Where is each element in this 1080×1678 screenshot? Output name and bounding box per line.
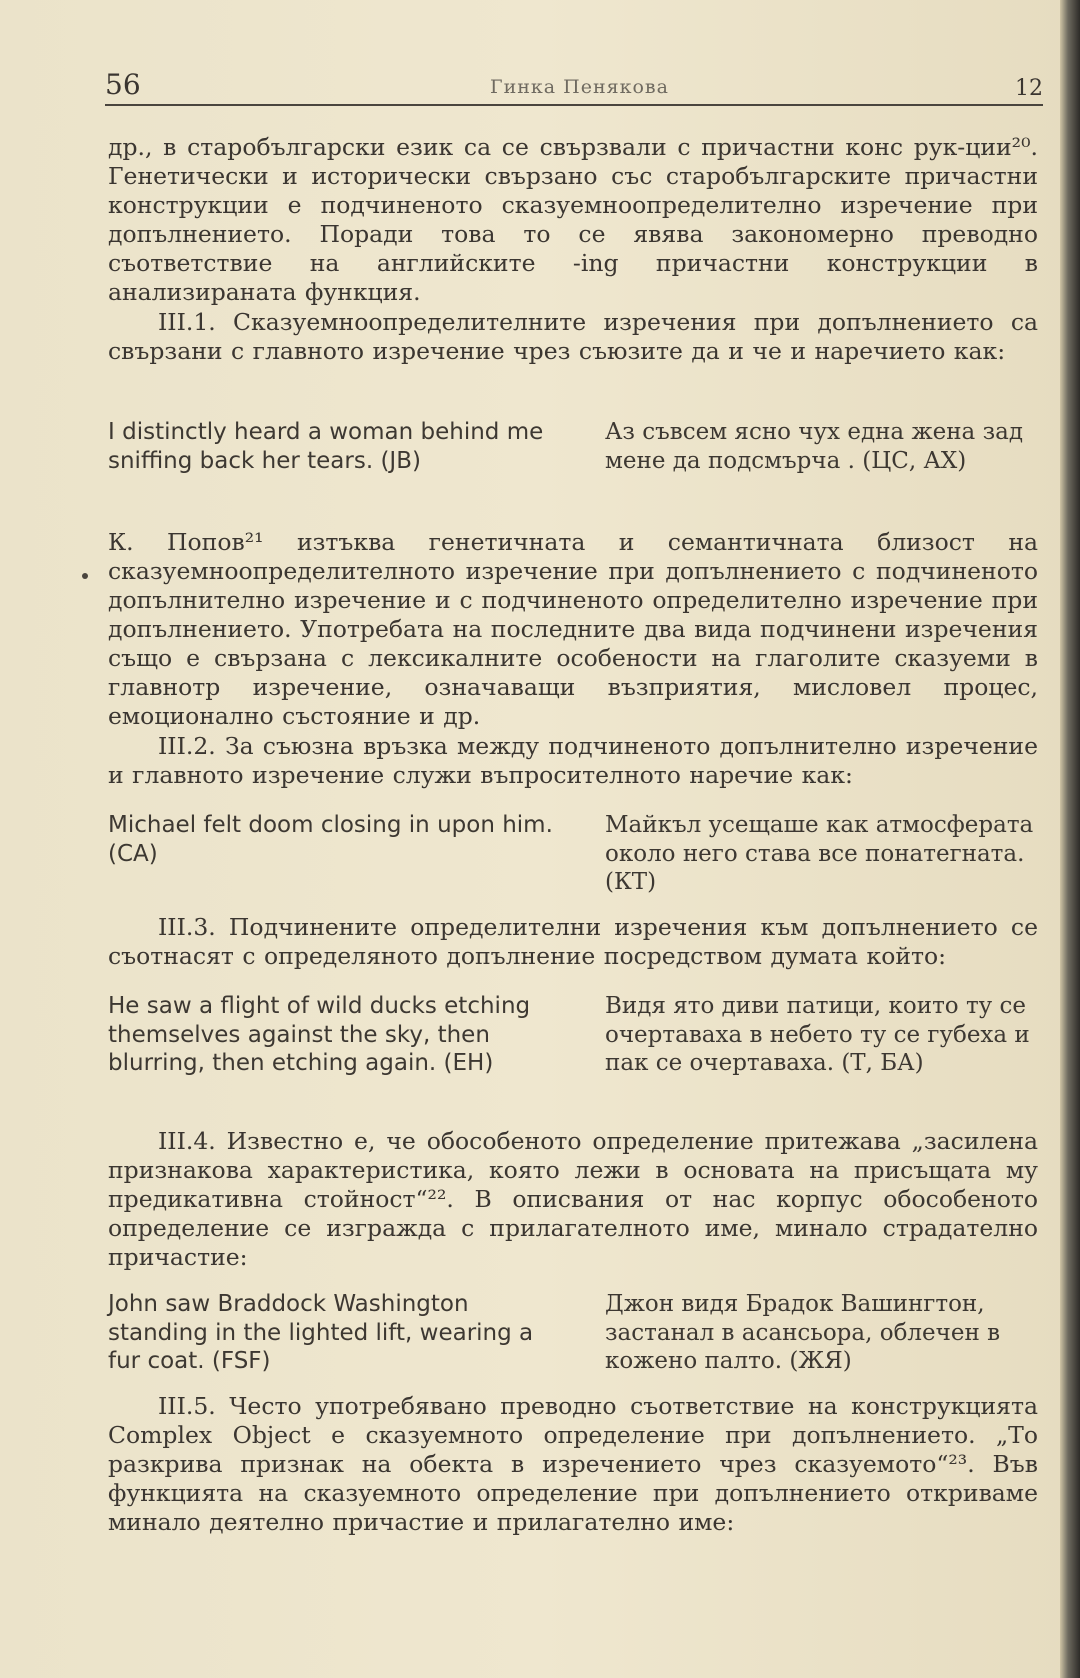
paragraph-3-3: III.3. Подчинените определителни изречения към допълнението се съотнасят с определяното допълнение посредством думата който: [108,913,1038,970]
example-1-bulgarian: Аз съвсем ясно чух една жена зад мене да подсмърча . (ЦС, АХ) [605,419,1023,474]
header-rule [105,104,1043,106]
paragraph-3-4: III.4. Известно е, че обособеното определение притежава „засилена признакова характеристика, която лежи в основата на присъщата му предикативна стойност“²². В описвания от нас корпус обособеното определение се изгражда с прилагателното име, минало страдателно причастие: [108,1127,1038,1271]
book-spine-edge [1060,0,1080,1678]
paragraph-3-2: III.2. За съюзна връзка между подчиненото допълнително изречение и главното изречение служи въпросителното наречие как: [108,732,1038,789]
example-3-english: He saw a flight of wild ducks etching themselves against the sky, then blurring, then etching again. (EH) [108,993,531,1076]
example-3-bulgarian: Видя ято диви патици, които ту се очертаваха в небето ту се губеха и пак се очертаваха. (Т, БА) [605,993,1030,1076]
example-2-bulgarian: Майкъл усещаше как атмосферата около него става все понатегната. (КТ) [605,812,1034,895]
example-2-english: Michael felt doom closing in upon him. (CA) [108,812,553,867]
paragraph-popov: К. Попов²¹ изтъква генетичната и семантичната близост на сказуемноопределителното изречение при допълнението с подчиненото допълнително изречение и с подчиненото определително изречение при допълнението. Употребата на последните два вида подчинени изречения също е свързана с лексикалните особености на глаголите сказуеми в главнотр изречение, означаващи възприятия, мисловел процес, емоционално състояние и др. [108,528,1038,730]
example-4-bulgarian: Джон видя Брадок Вашингтон, застанал в асансьора, облечен в кожено палто. (ЖЯ) [605,1291,1001,1374]
page-header [105,68,1043,108]
example-4-english: John saw Braddock Washington standing in the lighted lift, wearing a fur coat. (FSF) [108,1291,534,1374]
page-number: 56 [105,68,141,101]
section-number: 12 [1015,76,1043,101]
paragraph-intro: др., в старобългарски език са се свързвали с причастни конс рук-ции²⁰. Генетически и исторически свързано със старобългарските причастни конструкции е подчиненото сказуемноопределително изречение при допълнението. Поради това то се явява закономерно преводно съответствие на английските -ing причастни конструкции в анализираната функция. [108,133,1038,306]
paragraph-3-5: III.5. Често употребявано преводно съответствие на конструкцията Complex Object е сказуемното определение при допълнението. „То разкрива признак на обекта в изречението чрез сказуемото“²³. Във функцията на сказуемното определение при допълнението откриваме минало деятелно причастие и прилагателно име: [108,1392,1038,1536]
example-1-english: I distinctly heard a woman behind me sniffing back her tears. (JB) [108,419,544,474]
running-title: Гинка Пенякова [490,76,669,98]
margin-dot [82,573,88,579]
paragraph-3-1: III.1. Сказуемноопределителните изречения при допълнението са свързани с главното изречение чрез съюзите да и че и наречието как: [108,308,1038,365]
